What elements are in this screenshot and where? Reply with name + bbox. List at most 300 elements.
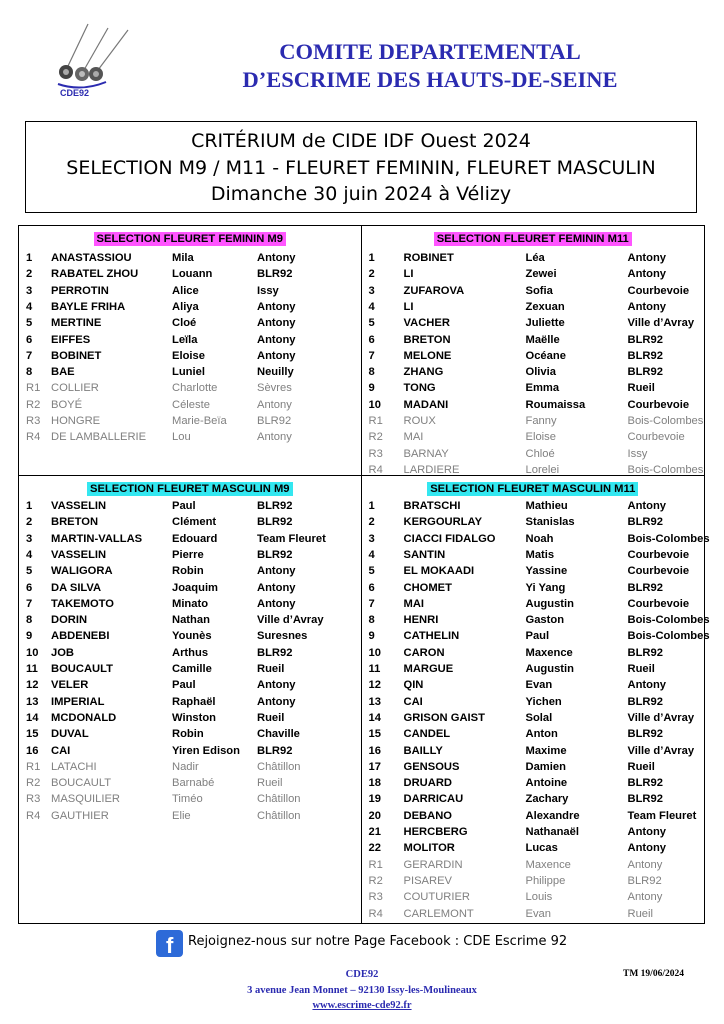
cell-rank: R1 (368, 415, 383, 427)
reserve-row (19, 791, 361, 807)
table-row (362, 596, 705, 612)
cell-last: TONG (403, 382, 436, 395)
section-fleuret-masculin-m9 (19, 476, 362, 923)
cell-first: Evan (525, 907, 551, 920)
cell-first: Raphaël (172, 695, 216, 708)
cell-rank: R2 (26, 398, 41, 411)
table-row (362, 364, 705, 380)
cell-rank: R1 (26, 382, 41, 395)
cell-rank: 3 (368, 532, 375, 545)
section-fleuret-masculin-m11 (362, 476, 710, 923)
cell-club: Ville d’Avray (627, 317, 695, 330)
cell-rank: 1 (26, 500, 33, 512)
cell-rank: R3 (368, 447, 383, 460)
cell-rank: 8 (26, 614, 33, 627)
cell-club: Antony (627, 300, 667, 313)
cell-club: BLR92 (627, 366, 663, 379)
section-title: SELECTION FLEURET FEMININ M9 (19, 229, 361, 247)
cell-first: Gaston (525, 614, 565, 627)
table-row (362, 580, 705, 596)
cell-last: CANDEL (403, 728, 451, 741)
cell-club: Suresnes (257, 630, 308, 643)
cell-first: Zexuan (525, 300, 565, 313)
cell-last: ANASTASSIOU (51, 252, 132, 264)
cell-first: Marie-Beïa (172, 415, 227, 427)
cell-last: LATACHI (51, 760, 97, 773)
cell-club: Courbevoie (627, 284, 690, 297)
cell-last: TAKEMOTO (51, 597, 114, 610)
cell-rank: 3 (368, 284, 375, 297)
table-row (19, 677, 361, 693)
cell-first: Solal (525, 711, 553, 724)
cell-rank: 2 (368, 516, 375, 529)
cell-last: BOUCAULT (51, 663, 113, 675)
cell-first: Paul (172, 500, 196, 512)
cell-rank: 11 (26, 663, 38, 675)
cell-first: Océane (525, 349, 566, 362)
cell-last: GERARDIN (403, 858, 463, 871)
table-row (19, 514, 361, 530)
cell-first: Robin (172, 565, 204, 578)
table-row (362, 612, 710, 628)
cell-first: Winston (172, 711, 217, 724)
cell-last: BAYLE FRIHA (51, 300, 126, 313)
reserve-row (362, 429, 705, 445)
cell-first: Juliette (525, 317, 565, 330)
cell-last: CARLEMONT (403, 907, 474, 920)
cell-club: BLR92 (627, 728, 663, 741)
cell-rank: 8 (26, 366, 33, 379)
cell-club: Courbevoie (627, 565, 690, 578)
cell-last: QIN (403, 679, 424, 692)
cell-rank: R2 (368, 874, 383, 887)
section-fleuret-feminin-m11 (362, 226, 705, 475)
cell-first: Olivia (525, 366, 556, 379)
table-row (362, 808, 705, 824)
table-row (362, 840, 705, 856)
section-title: SELECTION FLEURET MASCULIN M11 (362, 479, 705, 497)
reserve-row (19, 397, 361, 413)
cell-last: DE LAMBALLERIE (51, 431, 147, 444)
cell-first: Zewei (525, 268, 557, 281)
selection-table-feminin (18, 225, 705, 476)
cell-first: Younès (172, 630, 212, 643)
cell-first: Damien (525, 760, 566, 773)
org-title (150, 38, 710, 94)
cell-rank: R3 (26, 793, 41, 806)
cell-first: Robin (172, 728, 204, 741)
event-title-line3: Dimanche 30 juin 2024 à Vélizy (210, 183, 512, 205)
cell-first: Alice (172, 284, 199, 297)
cell-club: Châtillon (257, 760, 301, 773)
cell-club: Antony (257, 300, 296, 313)
cell-rank: 13 (368, 695, 381, 708)
cell-last: GENSOUS (403, 760, 460, 773)
cell-club: Rueil (627, 907, 653, 920)
cell-last: RABATEL ZHOU (51, 268, 139, 281)
cell-club: Ville d’Avray (627, 711, 695, 724)
cell-last: BRETON (51, 516, 99, 529)
table-row (362, 283, 705, 299)
footer-reference: TM 19/06/2024 (623, 969, 684, 979)
cell-rank: R4 (368, 463, 383, 476)
cell-last: MOLITOR (403, 842, 455, 855)
table-row (19, 332, 361, 348)
cell-club: BLR92 (627, 646, 663, 659)
event-title-line2: SELECTION M9 / M11 - FLEURET FEMININ, FLEURET MASCULIN (66, 156, 656, 179)
table-row (362, 250, 705, 266)
cell-last: PERROTIN (51, 284, 109, 297)
cell-first: Yi Yang (525, 581, 566, 594)
cell-last: SANTIN (403, 548, 446, 561)
cell-rank: 1 (368, 500, 375, 512)
table-row (19, 250, 361, 266)
reserve-row (19, 808, 361, 824)
cell-last: GRISON GAIST (403, 711, 485, 724)
cde92-logo (46, 22, 136, 102)
cell-last: BOYÉ (51, 398, 83, 411)
table-row (19, 315, 361, 331)
cell-first: Nathanaël (525, 826, 579, 838)
cell-first: Cloé (172, 317, 197, 330)
cell-rank: 4 (26, 548, 33, 561)
cell-first: Fanny (525, 415, 557, 427)
cell-club: Courbevoie (627, 431, 685, 444)
cell-first: Evan (525, 679, 553, 692)
cell-first: Nathan (172, 614, 210, 627)
svg-text:CDE92: CDE92 (60, 88, 90, 98)
reserve-row (362, 857, 705, 873)
cell-rank: 1 (26, 252, 33, 264)
table-row (362, 661, 705, 677)
cell-club: Rueil (257, 663, 285, 675)
cell-rank: 5 (26, 565, 33, 578)
cell-first: Philippe (525, 874, 566, 887)
cell-rank: 15 (368, 728, 381, 741)
cell-last: MERTINE (51, 317, 102, 330)
cell-club: Bois-Colombes (627, 415, 704, 427)
cell-last: DORIN (51, 614, 88, 627)
cell-last: BOBINET (51, 349, 102, 362)
table-row (19, 645, 361, 661)
cell-first: Paul (525, 630, 550, 643)
cell-club: Issy (627, 447, 648, 460)
cell-first: Eloise (172, 349, 205, 362)
cell-last: MASQUILIER (51, 793, 121, 806)
cell-first: Emma (525, 382, 560, 395)
cell-last: MADANI (403, 398, 449, 411)
cell-club: BLR92 (627, 793, 663, 806)
cell-rank: 2 (26, 516, 33, 529)
footer-address: 3 avenue Jean Monnet – 92130 Issy-les-Moulineaux (247, 985, 477, 996)
cell-last: VELER (51, 679, 89, 692)
cell-first: Yiren Edison (172, 744, 240, 757)
fencers-logo-icon (46, 22, 136, 102)
cell-rank: 5 (26, 317, 33, 330)
cell-club: Neuilly (257, 366, 294, 379)
table-row (362, 694, 705, 710)
cell-last: JOB (51, 646, 75, 659)
cell-first: Louis (525, 891, 553, 904)
cell-last: DARRICAU (403, 793, 464, 806)
cell-club: Ville d’Avray (627, 744, 695, 757)
cell-first: Chloé (525, 447, 555, 460)
cell-club: Châtillon (257, 793, 301, 806)
cell-club: BLR92 (257, 516, 293, 529)
cell-first: Augustin (525, 597, 574, 610)
cell-club: Team Fleuret (627, 809, 697, 822)
cell-first: Mathieu (525, 500, 568, 512)
cell-last: CAI (403, 695, 423, 708)
table-row (19, 628, 361, 644)
cell-first: Edouard (172, 532, 218, 545)
event-title-line1: CRITÉRIUM de CIDE IDF Ouest 2024 (191, 130, 531, 152)
cell-first: Roumaissa (525, 398, 586, 411)
cell-last: BRATSCHI (403, 500, 461, 512)
cell-rank: 14 (26, 711, 39, 724)
table-row (362, 266, 705, 282)
cell-last: COUTURIER (403, 891, 471, 904)
table-row (19, 661, 361, 677)
cell-rank: 9 (368, 382, 375, 395)
cell-rank: 5 (368, 565, 375, 578)
table-row (19, 547, 361, 563)
cell-club: Courbevoie (627, 597, 690, 610)
cell-first: Yichen (525, 695, 562, 708)
cell-club: Team Fleuret (257, 532, 326, 545)
cell-rank: 10 (368, 398, 381, 411)
cell-rank: 8 (368, 614, 375, 627)
cell-club: BLR92 (627, 516, 663, 529)
cell-first: Nadir (172, 760, 199, 773)
cell-club: BLR92 (627, 333, 663, 346)
cell-rank: R3 (26, 415, 41, 427)
cell-first: Camille (172, 663, 212, 675)
cell-rank: R2 (26, 777, 41, 790)
reserve-row (362, 906, 705, 922)
reserve-row (362, 873, 705, 889)
reserve-row (362, 889, 705, 905)
reserve-row (19, 759, 361, 775)
cell-last: IMPERIAL (51, 695, 105, 708)
cell-rank: 2 (368, 268, 375, 281)
cell-last: MAI (403, 597, 425, 610)
cell-rank: 21 (368, 826, 381, 838)
cell-last: BARNAY (403, 447, 449, 460)
table-row (19, 612, 361, 628)
cell-rank: 4 (368, 300, 375, 313)
cell-last: LI (403, 268, 414, 281)
table-row (19, 726, 361, 742)
cell-first: Stanislas (525, 516, 575, 529)
cell-last: CHOMET (403, 581, 452, 594)
cell-last: MARGUE (403, 663, 454, 675)
cell-club: Ville d’Avray (257, 614, 324, 627)
cell-rank: 20 (368, 809, 381, 822)
cell-rank: R4 (26, 809, 41, 822)
cell-club: Chaville (257, 728, 300, 741)
table-row (19, 710, 361, 726)
cell-last: DA SILVA (51, 581, 102, 594)
cell-last: LARDIERE (403, 463, 460, 476)
cell-rank: 6 (26, 333, 33, 346)
table-row (362, 514, 705, 530)
cell-rank: 14 (368, 711, 381, 724)
table-row (362, 380, 705, 396)
cell-last: DUVAL (51, 728, 89, 741)
table-row (362, 645, 705, 661)
cell-last: VACHER (403, 317, 450, 330)
cell-first: Clément (172, 516, 217, 529)
cell-first: Luniel (172, 366, 205, 379)
cell-club: BLR92 (627, 777, 663, 790)
table-row (19, 299, 361, 315)
footer-name: CDE92 (345, 969, 379, 980)
facebook-icon[interactable]: f (156, 930, 183, 957)
table-row (362, 726, 705, 742)
table-row (362, 332, 705, 348)
section-title: SELECTION FLEURET MASCULIN M9 (19, 479, 361, 497)
cell-first: Antoine (525, 777, 568, 790)
cell-last: KERGOURLAY (403, 516, 483, 529)
cell-club: Antony (627, 500, 667, 512)
table-row (362, 397, 705, 413)
cell-first: Augustin (525, 663, 574, 675)
cell-last: CARON (403, 646, 445, 659)
cell-last: WALIGORA (51, 565, 113, 578)
table-row (19, 498, 361, 514)
cell-club: BLR92 (627, 874, 662, 887)
event-title-box (25, 121, 697, 213)
cell-first: Lucas (525, 842, 558, 855)
reserve-row (362, 446, 705, 462)
cell-club: Rueil (257, 711, 285, 724)
table-row (19, 596, 361, 612)
cell-last: BOUCAULT (51, 777, 112, 790)
cell-rank: 3 (26, 532, 33, 545)
cell-club: BLR92 (257, 548, 293, 561)
table-row (19, 364, 361, 380)
cell-rank: 16 (368, 744, 381, 757)
cell-rank: 6 (368, 581, 375, 594)
cell-rank: 7 (368, 597, 375, 610)
cell-rank: 13 (26, 695, 39, 708)
cell-last: BAE (51, 366, 75, 379)
cell-last: DEBANO (403, 809, 452, 822)
cell-rank: 6 (26, 581, 33, 594)
cell-last: MELONE (403, 349, 452, 362)
cell-club: Antony (257, 581, 296, 594)
cell-club: Bois-Colombes (627, 463, 704, 476)
facebook-text: Rejoignez-nous sur notre Page Facebook : CDE Escrime 92 (188, 934, 568, 949)
cell-first: Timéo (172, 793, 203, 806)
cell-rank: 19 (368, 793, 381, 806)
cell-first: Céleste (172, 398, 210, 411)
selection-table-masculin (18, 475, 710, 924)
cell-last: BAILLY (403, 744, 443, 757)
table-row (362, 759, 705, 775)
cell-rank: 8 (368, 366, 375, 379)
cell-last: COLLIER (51, 382, 99, 395)
cell-club: Sèvres (257, 382, 292, 395)
table-row (362, 563, 705, 579)
cell-rank: R4 (368, 907, 383, 920)
cell-rank: 4 (368, 548, 375, 561)
cell-first: Maëlle (525, 333, 560, 346)
cell-last: VASSELIN (51, 500, 107, 512)
cell-club: Antony (257, 565, 296, 578)
cell-club: BLR92 (627, 349, 663, 362)
cell-club: Antony (627, 891, 663, 904)
cell-last: LI (403, 300, 414, 313)
cell-rank: 2 (26, 268, 33, 281)
cell-rank: 6 (368, 333, 375, 346)
table-row (362, 677, 705, 693)
cell-rank: R3 (368, 891, 383, 904)
table-row (19, 694, 361, 710)
cell-first: Pierre (172, 548, 204, 561)
cell-club: Antony (257, 349, 296, 362)
cell-rank: R1 (368, 858, 383, 871)
cell-last: HERCBERG (403, 826, 468, 838)
cell-last: MAI (403, 431, 424, 444)
cell-club: Antony (257, 695, 296, 708)
table-row (362, 743, 705, 759)
cell-club: Antony (627, 679, 667, 692)
section-title: SELECTION FLEURET FEMININ M11 (362, 229, 705, 247)
cell-club: Antony (257, 317, 296, 330)
cell-first: Aliya (172, 300, 199, 313)
reserve-row (19, 380, 361, 396)
cell-first: Matis (525, 548, 555, 561)
cell-club: BLR92 (257, 415, 292, 427)
footer-website-link[interactable]: www.escrime-cde92.fr (312, 1000, 412, 1011)
cell-last: ROUX (403, 415, 436, 427)
cell-last: MARTIN-VALLAS (51, 532, 143, 545)
cell-rank: R2 (368, 431, 383, 444)
cell-last: DRUARD (403, 777, 452, 790)
cell-first: Charlotte (172, 382, 218, 395)
cell-rank: 5 (368, 317, 375, 330)
cell-rank: 22 (368, 842, 381, 855)
cell-club: Antony (627, 842, 667, 855)
org-title-line1: COMITE DEPARTEMENTAL (279, 39, 581, 64)
cell-club: Antony (627, 826, 667, 838)
cell-club: Bois-Colombes (627, 614, 710, 627)
cell-rank: 7 (26, 349, 33, 362)
cell-last: GAUTHIER (51, 809, 109, 822)
reserve-row (362, 413, 705, 429)
cell-rank: 7 (26, 597, 33, 610)
cell-first: Noah (525, 532, 554, 545)
cell-club: Antony (627, 858, 663, 871)
table-row (19, 348, 361, 364)
cell-rank: 10 (368, 646, 381, 659)
cell-rank: 7 (368, 349, 375, 362)
cell-last: PISAREV (403, 874, 452, 887)
cell-club: BLR92 (257, 744, 293, 757)
cell-club: Rueil (257, 777, 283, 790)
cell-rank: R4 (26, 431, 41, 444)
cell-first: Lorelei (525, 463, 560, 476)
cell-first: Mila (172, 252, 194, 264)
cell-club: Antony (257, 597, 296, 610)
table-row (19, 563, 361, 579)
cell-first: Lou (172, 431, 191, 444)
reserve-row (19, 429, 361, 445)
cell-club: Antony (257, 398, 292, 411)
table-row (362, 628, 710, 644)
